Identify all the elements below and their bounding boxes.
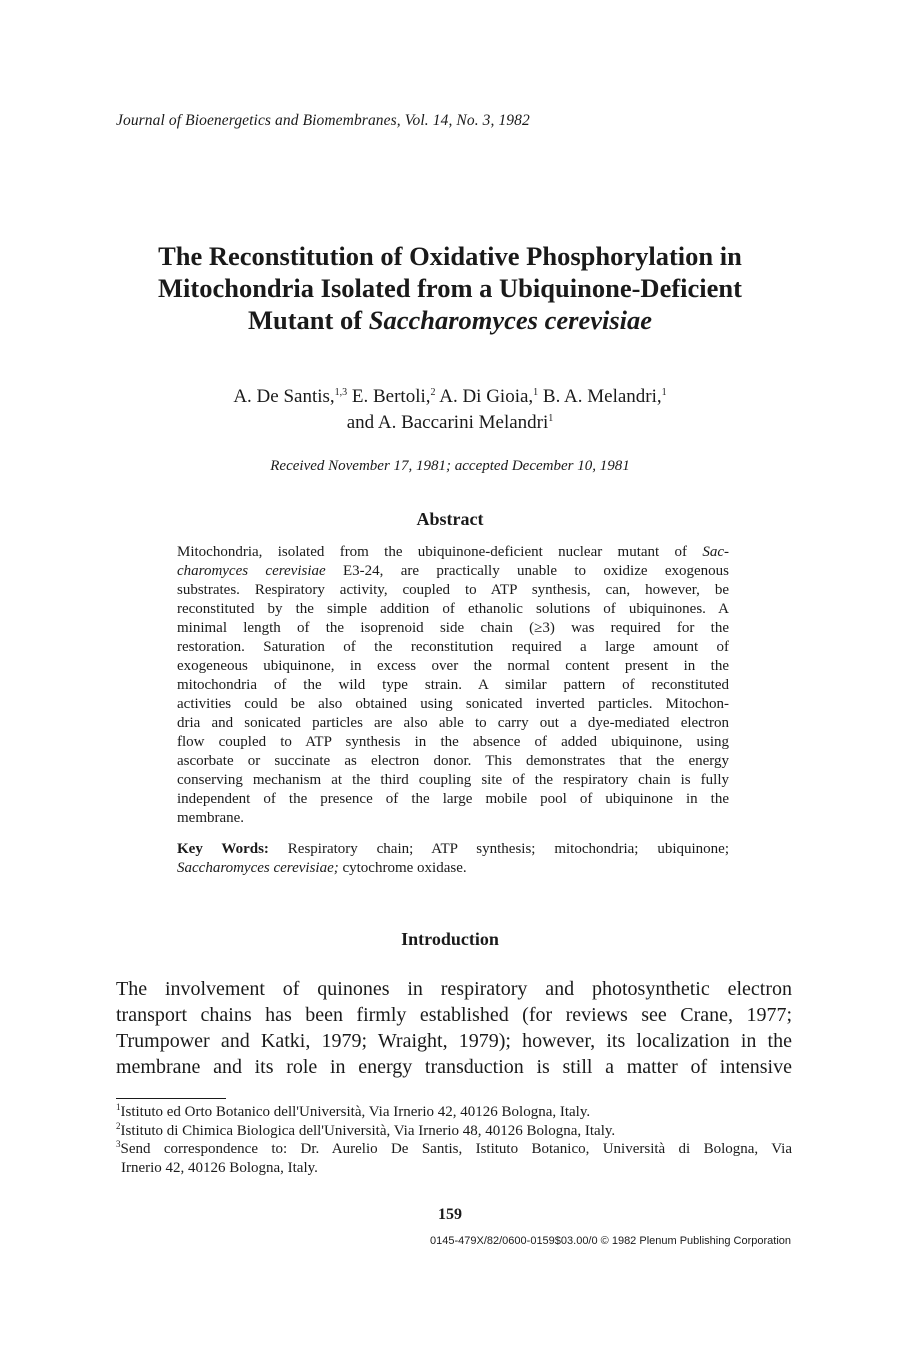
introduction-line: Trumpower and Katki, 1979; Wraight, 1979); however, its localization in the — [116, 1030, 792, 1052]
author-2-affiliation: 2 — [430, 387, 436, 398]
authors-line-1 — [100, 384, 800, 410]
author-2: E. Bertoli, — [347, 386, 431, 407]
abstract-line: restoration. Saturation of the reconstitution required a large amount of — [177, 639, 729, 655]
abstract-line: independent of the presence of the large mobile pool of ubiquinone in the — [177, 791, 729, 807]
abstract-line — [177, 562, 729, 581]
abstract-line-2-species: charomyces cerevisiae — [177, 563, 326, 579]
footnote-2 — [116, 1122, 792, 1141]
abstract-line-1-text: Mitochondria, isolated from the ubiquinone-deficient nuclear mutant of — [177, 544, 703, 560]
author-4: B. A. Melandri, — [538, 386, 662, 407]
introduction-body — [116, 976, 792, 1080]
author-4-affiliation: 1 — [661, 387, 667, 398]
received-dates: Received November 17, 1981; accepted December 10, 1981 — [270, 458, 630, 474]
keywords-label: Key Words: — [177, 841, 269, 857]
abstract-line: flow coupled to ATP synthesis in the absence of added ubiquinone, using — [177, 734, 729, 750]
author-5: and A. Baccarini Melandri — [346, 412, 549, 433]
keywords-line-1 — [177, 840, 729, 859]
keywords-line-2 — [177, 859, 729, 878]
abstract-heading: Abstract — [416, 509, 484, 529]
author-5-affiliation: 1 — [548, 413, 554, 424]
abstract-line-1-species: Sac- — [702, 544, 729, 560]
author-1-affiliation: 1,3 — [334, 387, 348, 398]
footnote-3 — [116, 1140, 792, 1159]
footnote-3-continued: Irnerio 42, 40126 Bologna, Italy. — [121, 1159, 318, 1176]
footnote-2-text: Istituto di Chimica Biologica dell'Università, Via Irnerio 48, 40126 Bologna, Italy. — [120, 1122, 616, 1139]
keywords-species: Saccharomyces cerevisiae; — [177, 860, 339, 876]
page-number: 159 — [438, 1206, 462, 1223]
introduction-line: The involvement of quinones in respiratory and photosynthetic electron — [116, 978, 792, 1000]
abstract-line: activities could be also obtained using sonicated inverted particles. Mitochon- — [177, 696, 729, 712]
authors-line-2 — [100, 410, 800, 436]
author-3: A. Di Gioia, — [435, 386, 534, 407]
title-line-3-prefix: Mutant of — [247, 305, 369, 335]
footnote-3-marker: 3 — [116, 1139, 121, 1149]
abstract-line: mitochondria of the wild type strain. A similar pattern of reconstituted — [177, 677, 729, 693]
journal-citation: Journal of Bioenergetics and Biomembranes, Vol. 14, No. 3, 1982 — [116, 112, 530, 129]
footnote-1-marker: 1 — [116, 1102, 121, 1112]
author-3-affiliation: 1 — [533, 387, 539, 398]
abstract-line: minimal length of the isoprenoid side chain (≥3) was required for the — [177, 620, 729, 636]
abstract-line: ascorbate or succinate as electron donor. This demonstrates that the energy — [177, 753, 729, 769]
article-title — [100, 240, 800, 336]
keywords-list-2: cytochrome oxidase. — [338, 860, 467, 876]
abstract-body — [177, 543, 729, 828]
introduction-line: transport chains has been firmly established (for reviews see Crane, 1977; — [116, 1004, 792, 1026]
title-line-1: The Reconstitution of Oxidative Phosphorylation in — [158, 241, 742, 271]
footnote-1 — [116, 1103, 792, 1122]
abstract-line: conserving mechanism at the third coupling site of the respiratory chain is fully — [177, 772, 729, 788]
abstract-line — [177, 543, 729, 562]
title-line-2: Mitochondria Isolated from a Ubiquinone-Deficient — [158, 273, 742, 303]
author-1: A. De Santis, — [233, 386, 335, 407]
footnote-1-text: Istituto ed Orto Botanico dell'Università, Via Irnerio 42, 40126 Bologna, Italy. — [120, 1104, 591, 1120]
introduction-line: membrane and its role in energy transduction is still a matter of intensive — [116, 1056, 792, 1078]
footnote-divider — [116, 1098, 226, 1099]
key-words — [177, 840, 729, 878]
footnote-2-marker: 2 — [116, 1120, 121, 1131]
abstract-line: dria and sonicated particles are also able to carry out a dye-mediated electron — [177, 715, 729, 731]
author-list — [100, 384, 800, 436]
abstract-line: exogeneous ubiquinone, in excess over the normal content present in the — [177, 658, 729, 674]
introduction-heading: Introduction — [401, 929, 499, 949]
keywords-list-1: Respiratory chain; ATP synthesis; mitochondria; ubiquinone; — [268, 841, 729, 857]
title-species-name: Saccharomyces cerevisiae — [368, 305, 653, 335]
copyright-line: 0145-479X/82/0600-0159$03.00/0 © 1982 Plenum Publishing Corporation — [430, 1235, 791, 1247]
title-line-3 — [100, 304, 800, 336]
abstract-line: substrates. Respiratory activity, coupled to ATP synthesis, can, however, be — [177, 582, 729, 598]
abstract-line: membrane. — [177, 810, 245, 826]
footnotes — [116, 1103, 792, 1177]
abstract-line-2-text: E3-24, are practically unable to oxidize exogenous — [325, 563, 730, 579]
footnote-3-text: Send correspondence to: Dr. Aurelio De Santis, Istituto Botanico, Università di Bologna, Via — [120, 1141, 792, 1157]
abstract-line: reconstituted by the simple addition of ethanolic solutions of ubiquinones. A — [177, 601, 729, 617]
